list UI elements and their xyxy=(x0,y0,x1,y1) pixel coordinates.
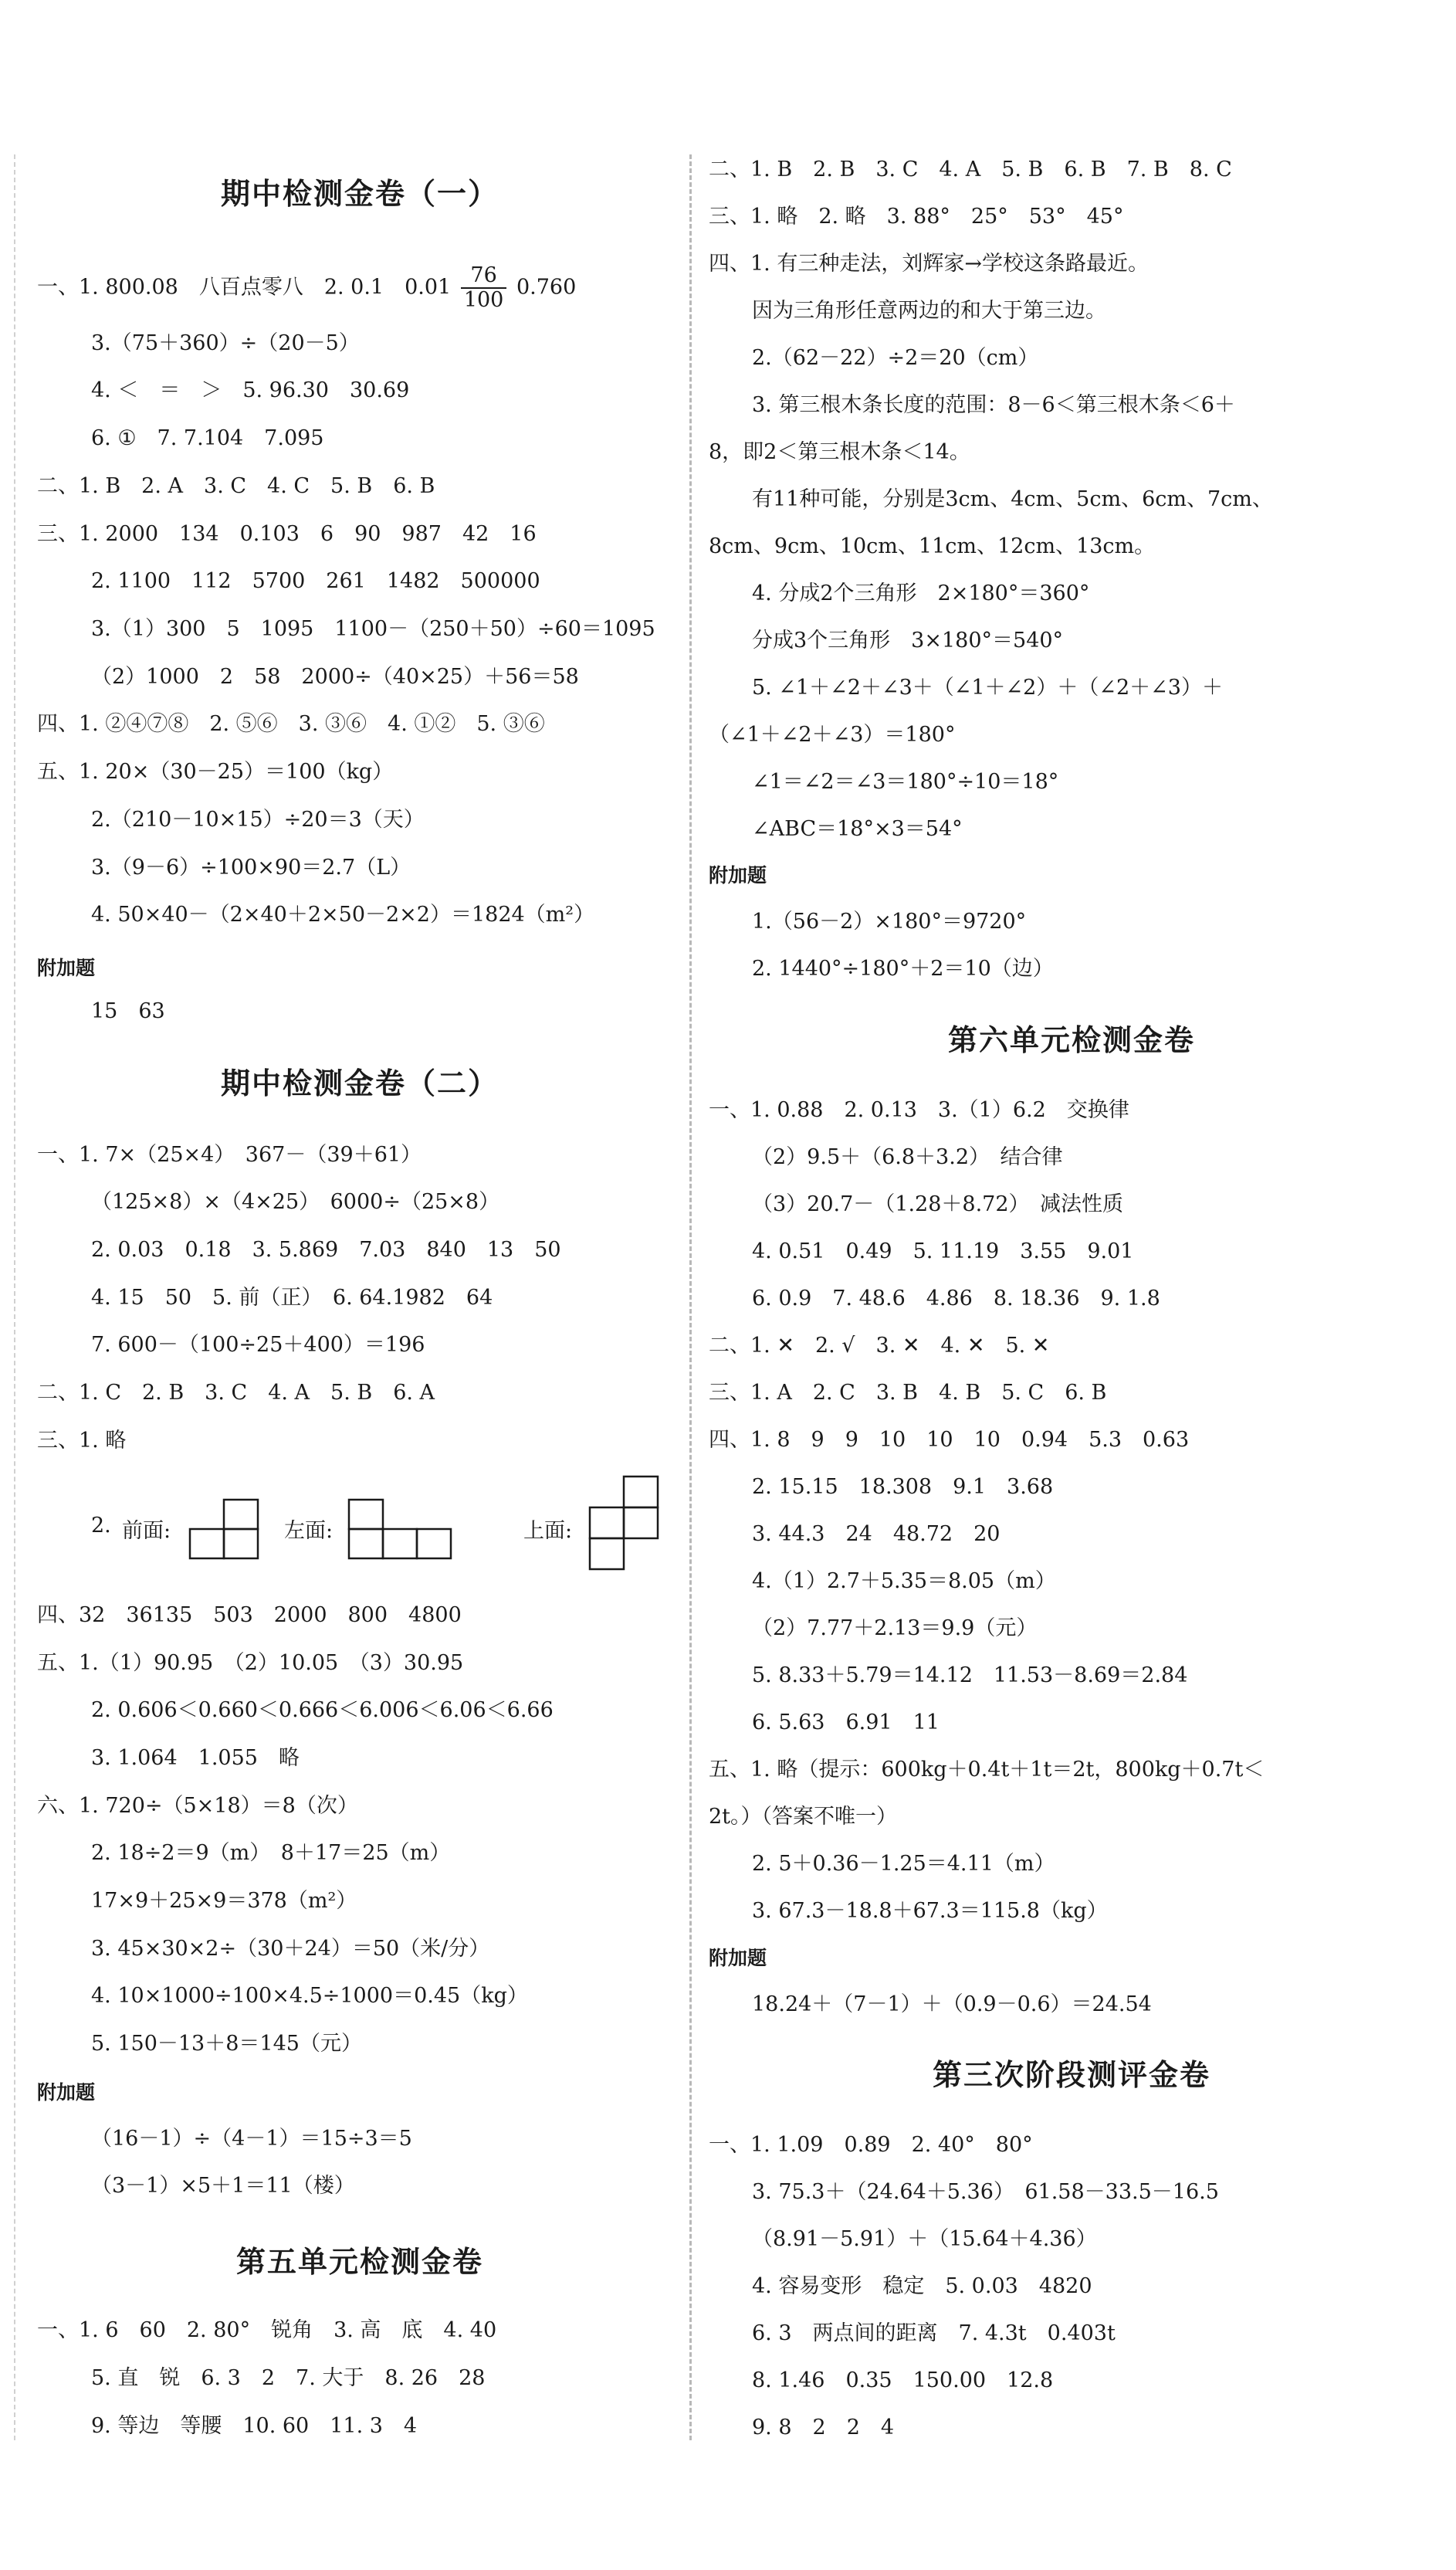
answer-line: 二、1. ✕ 2. √ 3. ✕ 4. ✕ 5. ✕ xyxy=(709,1334,1050,1358)
answer-line: 3. 45×30×2÷（30＋24）＝50（米/分） xyxy=(91,1937,490,1961)
answer-line: 8cm、9cm、10cm、11cm、12cm、13cm。 xyxy=(709,534,1156,558)
answer-line: （2）1000 2 58 2000÷（40×25）＋56＝58 xyxy=(91,665,579,689)
answer-line: （8.91－5.91）＋（15.64＋4.36） xyxy=(752,2227,1097,2251)
answer-line: 8. 1.46 0.35 150.00 12.8 xyxy=(752,2368,1054,2392)
answer-line: 8，即2＜第三根木条＜14。 xyxy=(709,440,970,464)
answer-line: 4. 容易变形 稳定 5. 0.03 4820 xyxy=(752,2274,1092,2298)
answer-line: 6. 0.9 7. 48.6 4.86 8. 18.36 9. 1.8 xyxy=(752,1287,1160,1310)
answer-line: 3. 67.3－18.8＋67.3＝115.8（kg） xyxy=(752,1899,1108,1923)
answer-line: 一、1. 1.09 0.89 2. 40° 80° xyxy=(709,2133,1033,2157)
answer-line: 2.（62－22）÷2＝20（cm） xyxy=(752,346,1039,370)
answer-line: 6. 5.63 6.91 11 xyxy=(752,1711,940,1734)
answer-line: 三、1. 略 xyxy=(37,1429,127,1453)
answer-line: 三、1. A 2. C 3. B 4. B 5. C 6. B xyxy=(709,1381,1107,1405)
answer-line: ∠ABC＝18°×3＝54° xyxy=(752,817,963,841)
answer-line: 四、32 36135 503 2000 800 4800 xyxy=(37,1603,462,1627)
three-views-diagram xyxy=(91,1467,678,1583)
answer-line: 五、1. 20×（30－25）＝100（kg） xyxy=(37,760,394,784)
answer-line: 一、1. 6 60 2. 80° 锐角 3. 高 底 4. 40 xyxy=(37,2318,497,2342)
answer-line: 6. 3 两点间的距离 7. 4.3t 0.403t xyxy=(752,2321,1116,2345)
answer-line: 六、1. 720÷（5×18）＝8（次） xyxy=(37,1794,358,1818)
answer-line: 4. 15 50 5. 前（正） 6. 64.1982 64 xyxy=(91,1286,493,1310)
answer-line: 一、1. 0.88 2. 0.13 3.（1）6.2 交换律 xyxy=(709,1098,1129,1122)
section-title: 第六单元检测金卷 xyxy=(947,1023,1195,1057)
answer-line: 二、1. B 2. B 3. C 4. A 5. B 6. B 7. B 8. C xyxy=(709,158,1232,181)
answer-line: 四、1. 8 9 9 10 10 10 0.94 5.3 0.63 xyxy=(709,1428,1190,1452)
top-view-drawing xyxy=(585,1475,662,1575)
answer-line: （∠1＋∠2＋∠3）＝180° xyxy=(709,723,956,747)
answer-line: 四、1. ②④⑦⑧ 2. ⑤⑥ 3. ③⑥ 4. ①② 5. ③⑥ xyxy=(37,712,545,736)
bonus-label: 附加题 xyxy=(37,2081,96,2104)
section-title: 第三次阶段测评金卷 xyxy=(932,2058,1211,2092)
answer-line: 3.（75＋360）÷（20－5） xyxy=(91,331,360,355)
answer-line: 1.（56－2）×180°＝9720° xyxy=(752,910,1027,934)
answer-line: 2. 15.15 18.308 9.1 3.68 xyxy=(752,1475,1054,1499)
front-view-label: 前面: xyxy=(122,1519,171,1543)
answer-line: 4.（1）2.7＋5.35＝8.05（m） xyxy=(752,1569,1056,1593)
answer-line: 4. 0.51 0.49 5. 11.19 3.55 9.01 xyxy=(752,1239,1134,1263)
answer-line: 二、1. B 2. A 3. C 4. C 5. B 6. B xyxy=(37,474,435,498)
views-item-number: 2. xyxy=(91,1514,111,1538)
bonus-label: 附加题 xyxy=(37,957,96,979)
answer-line: 5. 150－13＋8＝145（元） xyxy=(91,2032,362,2056)
answer-line: 2. 18÷2＝9（m） 8＋17＝25（m） xyxy=(91,1841,451,1865)
answer-line: 7. 600－（100÷25＋400）＝196 xyxy=(91,1333,425,1357)
answer-line: 15 63 xyxy=(91,999,165,1023)
answer-line: 一、1. 800.08 八百点零八 2. 0.1 0.01 $\frac{76}{100}$ 0.760 xyxy=(37,263,577,312)
left-view-label: 左面: xyxy=(284,1519,334,1543)
left-margin-divider xyxy=(14,154,15,2440)
answer-line: 2. 1440°÷180°＋2＝10（边） xyxy=(752,957,1054,981)
answer-line: （16－1）÷（4－1）＝15÷3＝5 xyxy=(91,2127,412,2151)
answer-line: 4. 分成2个三角形 2×180°＝360° xyxy=(752,581,1090,605)
answer-line: 四、1. 有三种走法，刘辉家→学校这条路最近。 xyxy=(709,252,1149,276)
section-title: 期中检测金卷（一） xyxy=(220,177,499,211)
answer-line: 4. 50×40－（2×40＋2×50－2×2）＝1824（m²） xyxy=(91,903,595,927)
section-title: 期中检测金卷（二） xyxy=(220,1066,499,1100)
answer-line: 3. 75.3＋（24.64＋5.36） 61.58－33.5－16.5 xyxy=(752,2180,1219,2204)
answer-line: （2）7.77＋2.13＝9.9（元） xyxy=(752,1616,1038,1640)
answer-line: （3）20.7－（1.28＋8.72） 减法性质 xyxy=(752,1192,1124,1216)
answer-line: 2. 0.03 0.18 3. 5.869 7.03 840 13 50 xyxy=(91,1238,561,1262)
answer-line: 17×9＋25×9＝378（m²） xyxy=(91,1889,357,1913)
answer-line: 2.（210－10×15）÷20＝3（天） xyxy=(91,808,425,832)
answer-line: 因为三角形任意两边的和大于第三边。 xyxy=(752,299,1106,323)
answer-line: 有11种可能，分别是3cm、4cm、5cm、6cm、7cm、 xyxy=(752,487,1273,511)
top-view-label: 上面: xyxy=(523,1519,573,1543)
answer-line: 三、1. 略 2. 略 3. 88° 25° 53° 45° xyxy=(709,205,1124,229)
answer-line: （2）9.5＋（6.8＋3.2） 结合律 xyxy=(752,1145,1063,1169)
answer-line: 3. 第三根木条长度的范围：8－6＜第三根木条＜6＋ xyxy=(752,393,1235,417)
answer-line: 2. 1100 112 5700 261 1482 500000 xyxy=(91,569,540,593)
fraction: $\frac{76}{100}$ xyxy=(461,264,507,312)
answer-line: （125×8）×（4×25） 6000÷（25×8） xyxy=(91,1190,500,1214)
answer-line: 3.（9－6）÷100×90＝2.7（L） xyxy=(91,856,411,880)
bonus-label: 附加题 xyxy=(709,864,767,887)
left-view-drawing xyxy=(346,1498,462,1560)
answer-line: 一、1. 7×（25×4） 367－（39＋61） xyxy=(37,1143,422,1167)
answer-line: 2t。）（答案不唯一） xyxy=(709,1805,898,1829)
answer-line: 5. 8.33＋5.79＝14.12 11.53－8.69＝2.84 xyxy=(752,1663,1188,1687)
answer-line: 分成3个三角形 3×180°＝540° xyxy=(752,629,1064,653)
answer-line: 5. 直 锐 6. 3 2 7. 大于 8. 26 28 xyxy=(91,2366,486,2390)
answer-line: 4. ＜ ＝ ＞ 5. 96.30 30.69 xyxy=(91,378,410,402)
answer-line: （3－1）×5＋1＝11（楼） xyxy=(91,2174,355,2198)
answer-line: ∠1＝∠2＝∠3＝180°÷10＝18° xyxy=(752,770,1059,794)
front-view-drawing xyxy=(184,1498,261,1560)
answer-line: 五、1.（1）90.95 （2）10.05 （3）30.95 xyxy=(37,1651,464,1675)
answer-line: 2. 5＋0.36－1.25＝4.11（m） xyxy=(752,1852,1055,1876)
bonus-label: 附加题 xyxy=(709,1947,767,1969)
answer-line: 9. 8 2 2 4 xyxy=(752,2416,895,2439)
answer-line: 4. 10×1000÷100×4.5÷1000＝0.45（kg） xyxy=(91,1984,528,2008)
answer-line: 5. ∠1＋∠2＋∠3＋（∠1＋∠2）＋（∠2＋∠3）＋ xyxy=(752,676,1223,700)
answer-line: 3. 44.3 24 48.72 20 xyxy=(752,1522,1001,1546)
column-divider xyxy=(689,154,692,2440)
answer-line: 二、1. C 2. B 3. C 4. A 5. B 6. A xyxy=(37,1381,435,1405)
section-title: 第五单元检测金卷 xyxy=(235,2245,483,2279)
answer-line: 3.（1）300 5 1095 1100－（250＋50）÷60＝1095 xyxy=(91,617,655,641)
answer-line: 9. 等边 等腰 10. 60 11. 3 4 xyxy=(91,2414,418,2438)
answer-line: 3. 1.064 1.055 略 xyxy=(91,1746,300,1770)
answer-line: 18.24＋（7－1）＋（0.9－0.6）＝24.54 xyxy=(752,1992,1152,2016)
answer-line: 2. 0.606＜0.660＜0.666＜6.006＜6.06＜6.66 xyxy=(91,1698,554,1722)
answer-line: 6. ① 7. 7.104 7.095 xyxy=(91,426,324,450)
answer-line: 五、1. 略（提示：600kg＋0.4t＋1t＝2t，800kg＋0.7t＜ xyxy=(709,1758,1265,1782)
answer-line: 三、1. 2000 134 0.103 6 90 987 42 16 xyxy=(37,522,537,546)
